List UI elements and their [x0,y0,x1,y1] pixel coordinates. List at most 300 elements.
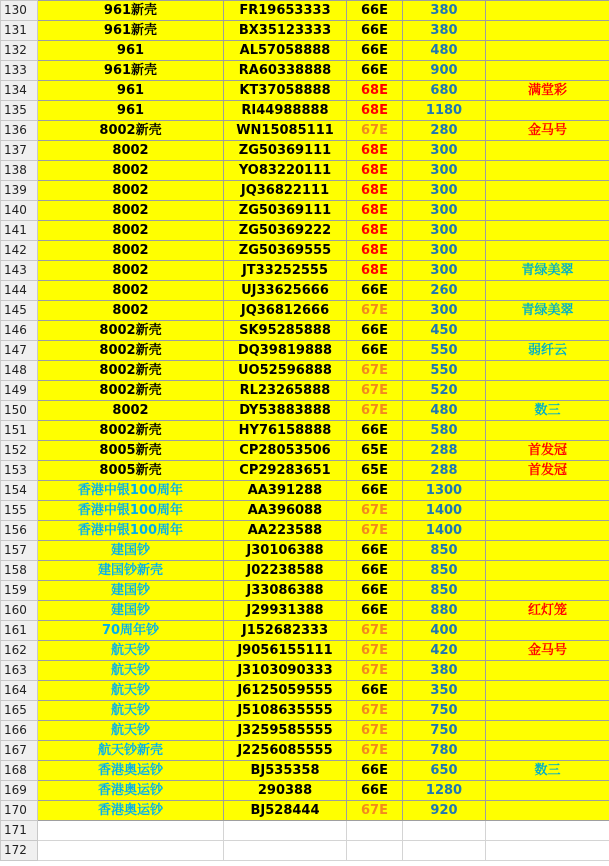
cell-serial[interactable]: FR19653333 [224,1,347,21]
cell-type[interactable]: 8002 [38,181,224,201]
cell-serial[interactable]: ZG50369222 [224,221,347,241]
cell-serial[interactable]: J152682333 [224,621,347,641]
row-header[interactable]: 148 [1,361,38,381]
cell-grade[interactable]: 67E [347,701,403,721]
cell-serial[interactable]: JQ36822111 [224,181,347,201]
cell-type[interactable]: 8002 [38,141,224,161]
cell-note[interactable] [486,221,609,241]
cell-note[interactable] [486,781,609,801]
row-header[interactable]: 135 [1,101,38,121]
cell-price[interactable]: 1400 [403,501,486,521]
cell-type[interactable]: 建国钞 [38,541,224,561]
cell-price[interactable]: 300 [403,301,486,321]
cell-note[interactable] [486,561,609,581]
cell-note[interactable] [486,141,609,161]
cell-type[interactable]: 香港奥运钞 [38,801,224,821]
cell-note[interactable] [486,201,609,221]
cell-grade[interactable]: 66E [347,321,403,341]
cell-price[interactable]: 850 [403,541,486,561]
cell-type[interactable]: 8002新壳 [38,421,224,441]
empty-cell[interactable] [403,841,486,861]
table-row [1,241,609,261]
cell-serial[interactable]: J30106388 [224,541,347,561]
empty-cell[interactable] [224,821,347,841]
cell-type[interactable]: 8002新壳 [38,361,224,381]
cell-serial[interactable]: RI44988888 [224,101,347,121]
table-row [1,721,609,741]
row-header[interactable]: 169 [1,781,38,801]
cell-type[interactable]: 8002新壳 [38,121,224,141]
cell-price[interactable]: 580 [403,421,486,441]
cell-grade[interactable]: 67E [347,121,403,141]
cell-type[interactable]: 961 [38,41,224,61]
cell-type[interactable]: 961 [38,101,224,121]
cell-serial[interactable]: J5108635555 [224,701,347,721]
row-header[interactable]: 172 [1,841,38,861]
cell-grade[interactable]: 67E [347,301,403,321]
row-header[interactable]: 156 [1,521,38,541]
cell-grade[interactable]: 66E [347,281,403,301]
cell-type[interactable]: 建国钞新壳 [38,561,224,581]
cell-grade[interactable]: 67E [347,401,403,421]
cell-note[interactable] [486,661,609,681]
table-row [1,621,609,641]
table-row [1,741,609,761]
cell-price[interactable]: 880 [403,601,486,621]
cell-type[interactable]: 8002 [38,221,224,241]
cell-note[interactable]: 首发冠 [486,441,609,461]
cell-serial[interactable]: ZG50369555 [224,241,347,261]
cell-serial[interactable]: HY76158888 [224,421,347,441]
cell-grade[interactable]: 65E [347,461,403,481]
cell-serial[interactable]: JQ36812666 [224,301,347,321]
cell-price[interactable]: 300 [403,221,486,241]
cell-type[interactable]: 航天钞 [38,721,224,741]
cell-grade[interactable]: 67E [347,641,403,661]
row-header[interactable]: 151 [1,421,38,441]
cell-serial[interactable]: J2256085555 [224,741,347,761]
row-header[interactable]: 155 [1,501,38,521]
cell-price[interactable]: 300 [403,181,486,201]
cell-type[interactable]: 建国钞 [38,601,224,621]
row-header[interactable]: 133 [1,61,38,81]
row-header[interactable]: 130 [1,1,38,21]
row-header[interactable]: 146 [1,321,38,341]
cell-note[interactable]: 青绿美翠 [486,261,609,281]
table-row [1,801,609,821]
cell-type[interactable]: 8002新壳 [38,341,224,361]
cell-price[interactable]: 288 [403,461,486,481]
cell-grade[interactable]: 68E [347,161,403,181]
cell-serial[interactable]: ZG50369111 [224,141,347,161]
cell-grade[interactable]: 66E [347,341,403,361]
cell-price[interactable]: 1280 [403,781,486,801]
cell-note[interactable] [486,101,609,121]
cell-grade[interactable]: 68E [347,141,403,161]
cell-note[interactable] [486,481,609,501]
cell-type[interactable]: 8002新壳 [38,381,224,401]
cell-grade[interactable]: 67E [347,741,403,761]
cell-grade[interactable]: 67E [347,361,403,381]
cell-serial[interactable]: AA396088 [224,501,347,521]
cell-price[interactable]: 750 [403,721,486,741]
cell-price[interactable]: 1180 [403,101,486,121]
cell-note[interactable] [486,1,609,21]
cell-note[interactable] [486,381,609,401]
empty-cell[interactable] [486,821,609,841]
row-header[interactable]: 157 [1,541,38,561]
cell-serial[interactable]: ZG50369111 [224,201,347,221]
cell-note[interactable] [486,61,609,81]
cell-grade[interactable]: 66E [347,601,403,621]
cell-serial[interactable]: RA60338888 [224,61,347,81]
row-header[interactable]: 153 [1,461,38,481]
row-header[interactable]: 144 [1,281,38,301]
cell-grade[interactable]: 68E [347,221,403,241]
cell-serial[interactable]: J3103090333 [224,661,347,681]
row-header[interactable]: 149 [1,381,38,401]
table-row [1,381,609,401]
cell-note[interactable]: 金马号 [486,641,609,661]
table-row [1,21,609,41]
cell-note[interactable] [486,321,609,341]
cell-type[interactable]: 8002 [38,401,224,421]
cell-type[interactable]: 8002 [38,261,224,281]
table-row [1,341,609,361]
row-header[interactable]: 132 [1,41,38,61]
row-header[interactable]: 139 [1,181,38,201]
table-row [1,161,609,181]
cell-serial[interactable]: YO83220111 [224,161,347,181]
cell-price[interactable]: 480 [403,401,486,421]
cell-price[interactable]: 300 [403,201,486,221]
cell-grade[interactable]: 68E [347,201,403,221]
cell-type[interactable]: 航天钞 [38,641,224,661]
cell-type[interactable]: 航天钞新壳 [38,741,224,761]
cell-note[interactable] [486,281,609,301]
cell-note[interactable]: 满堂彩 [486,81,609,101]
table-row [1,581,609,601]
row-header[interactable]: 147 [1,341,38,361]
cell-note[interactable] [486,541,609,561]
cell-price[interactable]: 420 [403,641,486,661]
empty-cell[interactable] [38,821,224,841]
cell-serial[interactable]: JT33252555 [224,261,347,281]
table-row [1,521,609,541]
cell-serial[interactable]: UJ33625666 [224,281,347,301]
table-row [1,221,609,241]
cell-price[interactable]: 300 [403,261,486,281]
table-row [1,781,609,801]
cell-price[interactable]: 350 [403,681,486,701]
cell-note[interactable] [486,161,609,181]
table-row [1,481,609,501]
row-header[interactable]: 168 [1,761,38,781]
table-row [1,461,609,481]
cell-grade[interactable]: 67E [347,621,403,641]
cell-note[interactable] [486,681,609,701]
table-row [1,41,609,61]
cell-type[interactable]: 8002 [38,301,224,321]
cell-price[interactable]: 850 [403,561,486,581]
row-header[interactable]: 138 [1,161,38,181]
cell-note[interactable] [486,701,609,721]
row-header[interactable]: 165 [1,701,38,721]
cell-serial[interactable]: AL57058888 [224,41,347,61]
table-row [1,821,609,841]
cell-price[interactable]: 780 [403,741,486,761]
cell-price[interactable]: 1400 [403,521,486,541]
cell-note[interactable]: 数三 [486,761,609,781]
cell-note[interactable] [486,41,609,61]
cell-price[interactable]: 450 [403,321,486,341]
row-header[interactable]: 150 [1,401,38,421]
cell-grade[interactable]: 66E [347,561,403,581]
cell-grade[interactable]: 68E [347,261,403,281]
row-header[interactable]: 143 [1,261,38,281]
cell-price[interactable]: 750 [403,701,486,721]
cell-type[interactable]: 航天钞 [38,661,224,681]
cell-serial[interactable]: DQ39819888 [224,341,347,361]
cell-grade[interactable]: 66E [347,761,403,781]
cell-note[interactable]: 红灯笼 [486,601,609,621]
cell-grade[interactable]: 66E [347,781,403,801]
cell-grade[interactable]: 66E [347,541,403,561]
row-header[interactable]: 163 [1,661,38,681]
cell-grade[interactable]: 68E [347,241,403,261]
cell-type[interactable]: 香港中银100周年 [38,521,224,541]
empty-cell[interactable] [403,821,486,841]
row-header[interactable]: 161 [1,621,38,641]
cell-note[interactable] [486,361,609,381]
cell-serial[interactable]: AA223588 [224,521,347,541]
cell-price[interactable]: 680 [403,81,486,101]
cell-grade[interactable]: 67E [347,521,403,541]
table-row [1,361,609,381]
table-row [1,121,609,141]
cell-type[interactable]: 961新壳 [38,21,224,41]
cell-note[interactable] [486,181,609,201]
row-header[interactable]: 158 [1,561,38,581]
cell-serial[interactable]: J33086388 [224,581,347,601]
table-row [1,61,609,81]
cell-grade[interactable]: 67E [347,721,403,741]
row-header[interactable]: 136 [1,121,38,141]
table-row [1,681,609,701]
cell-note[interactable] [486,521,609,541]
cell-note[interactable] [486,741,609,761]
row-header[interactable]: 166 [1,721,38,741]
cell-serial[interactable]: DY53883888 [224,401,347,421]
cell-price[interactable]: 850 [403,581,486,601]
row-header[interactable]: 141 [1,221,38,241]
cell-grade[interactable]: 66E [347,421,403,441]
row-header[interactable]: 152 [1,441,38,461]
cell-price[interactable]: 300 [403,141,486,161]
row-header[interactable]: 142 [1,241,38,261]
cell-serial[interactable]: BX35123333 [224,21,347,41]
cell-grade[interactable]: 66E [347,21,403,41]
cell-type[interactable]: 8002 [38,241,224,261]
table-row [1,641,609,661]
cell-price[interactable]: 280 [403,121,486,141]
cell-price[interactable]: 550 [403,361,486,381]
table-row [1,761,609,781]
table-row [1,141,609,161]
row-header[interactable]: 154 [1,481,38,501]
cell-price[interactable]: 288 [403,441,486,461]
cell-note[interactable] [486,241,609,261]
cell-serial[interactable]: SK95285888 [224,321,347,341]
table-row [1,101,609,121]
table-row [1,301,609,321]
table-row [1,701,609,721]
cell-type[interactable]: 8002 [38,281,224,301]
cell-grade[interactable]: 66E [347,61,403,81]
cell-serial[interactable]: J9056155111 [224,641,347,661]
cell-note[interactable]: 首发冠 [486,461,609,481]
row-header[interactable]: 170 [1,801,38,821]
cell-note[interactable] [486,21,609,41]
empty-cell[interactable] [486,841,609,861]
cell-price[interactable]: 380 [403,21,486,41]
cell-price[interactable]: 920 [403,801,486,821]
cell-grade[interactable]: 66E [347,581,403,601]
cell-price[interactable]: 520 [403,381,486,401]
cell-price[interactable]: 1300 [403,481,486,501]
cell-grade[interactable]: 68E [347,181,403,201]
cell-serial[interactable]: AA391288 [224,481,347,501]
cell-note[interactable]: 金马号 [486,121,609,141]
cell-note[interactable] [486,421,609,441]
row-header[interactable]: 131 [1,21,38,41]
table-row [1,441,609,461]
table-row [1,181,609,201]
cell-grade[interactable]: 67E [347,801,403,821]
cell-grade[interactable]: 67E [347,661,403,681]
row-header[interactable]: 145 [1,301,38,321]
row-header[interactable]: 164 [1,681,38,701]
cell-note[interactable] [486,501,609,521]
cell-serial[interactable]: UO52596888 [224,361,347,381]
row-header[interactable]: 160 [1,601,38,621]
cell-note[interactable] [486,581,609,601]
cell-grade[interactable]: 65E [347,441,403,461]
table-row [1,661,609,681]
cell-type[interactable]: 961新壳 [38,1,224,21]
cell-type[interactable]: 8005新壳 [38,461,224,481]
table-row [1,541,609,561]
cell-grade[interactable]: 67E [347,501,403,521]
cell-note[interactable] [486,721,609,741]
empty-cell[interactable] [347,841,403,861]
table-row [1,81,609,101]
cell-price[interactable]: 380 [403,1,486,21]
cell-note[interactable]: 青绿美翠 [486,301,609,321]
cell-serial[interactable]: CP28053506 [224,441,347,461]
cell-grade[interactable]: 66E [347,41,403,61]
cell-type[interactable]: 香港奥运钞 [38,761,224,781]
row-header[interactable]: 140 [1,201,38,221]
table-row [1,601,609,621]
cell-type[interactable]: 8002新壳 [38,321,224,341]
cell-type[interactable]: 8002 [38,201,224,221]
cell-type[interactable]: 航天钞 [38,701,224,721]
cell-grade[interactable]: 68E [347,81,403,101]
table-row [1,841,609,861]
cell-type[interactable]: 961 [38,81,224,101]
row-header[interactable]: 159 [1,581,38,601]
cell-note[interactable]: 弱纤云 [486,341,609,361]
cell-grade[interactable]: 68E [347,101,403,121]
cell-price[interactable]: 900 [403,61,486,81]
cell-note[interactable]: 数三 [486,401,609,421]
cell-serial[interactable]: RL23265888 [224,381,347,401]
cell-serial[interactable]: BJ535358 [224,761,347,781]
table-row [1,501,609,521]
cell-serial[interactable]: J02238588 [224,561,347,581]
cell-type[interactable]: 香港中银100周年 [38,481,224,501]
cell-type[interactable]: 8002 [38,161,224,181]
cell-price[interactable]: 260 [403,281,486,301]
cell-price[interactable]: 650 [403,761,486,781]
empty-cell[interactable] [347,821,403,841]
table-row [1,281,609,301]
row-header[interactable]: 171 [1,821,38,841]
cell-grade[interactable]: 66E [347,1,403,21]
table-row [1,1,609,21]
empty-cell[interactable] [224,841,347,861]
cell-note[interactable] [486,801,609,821]
cell-price[interactable]: 400 [403,621,486,641]
grid-body [1,1,609,861]
cell-price[interactable]: 480 [403,41,486,61]
cell-serial[interactable]: J6125059555 [224,681,347,701]
cell-note[interactable] [486,621,609,641]
cell-price[interactable]: 300 [403,161,486,181]
cell-serial[interactable]: WN15085111 [224,121,347,141]
table-row [1,421,609,441]
table-row [1,201,609,221]
cell-grade[interactable]: 66E [347,681,403,701]
cell-type[interactable]: 建国钞 [38,581,224,601]
cell-price[interactable]: 300 [403,241,486,261]
cell-type[interactable]: 8005新壳 [38,441,224,461]
row-header[interactable]: 167 [1,741,38,761]
cell-serial[interactable]: KT37058888 [224,81,347,101]
row-header[interactable]: 162 [1,641,38,661]
cell-serial[interactable]: CP29283651 [224,461,347,481]
cell-type[interactable]: 香港中银100周年 [38,501,224,521]
table-row [1,261,609,281]
cell-type[interactable]: 961新壳 [38,61,224,81]
cell-type[interactable]: 香港奥运钞 [38,781,224,801]
cell-serial[interactable]: J3259585555 [224,721,347,741]
cell-price[interactable]: 380 [403,661,486,681]
row-header[interactable]: 134 [1,81,38,101]
cell-serial[interactable]: BJ528444 [224,801,347,821]
row-header[interactable]: 137 [1,141,38,161]
cell-type[interactable]: 70周年钞 [38,621,224,641]
cell-type[interactable]: 航天钞 [38,681,224,701]
cell-grade[interactable]: 67E [347,381,403,401]
cell-price[interactable]: 550 [403,341,486,361]
cell-serial[interactable]: 290388 [224,781,347,801]
cell-grade[interactable]: 66E [347,481,403,501]
cell-serial[interactable]: J29931388 [224,601,347,621]
table-row [1,321,609,341]
empty-cell[interactable] [38,841,224,861]
